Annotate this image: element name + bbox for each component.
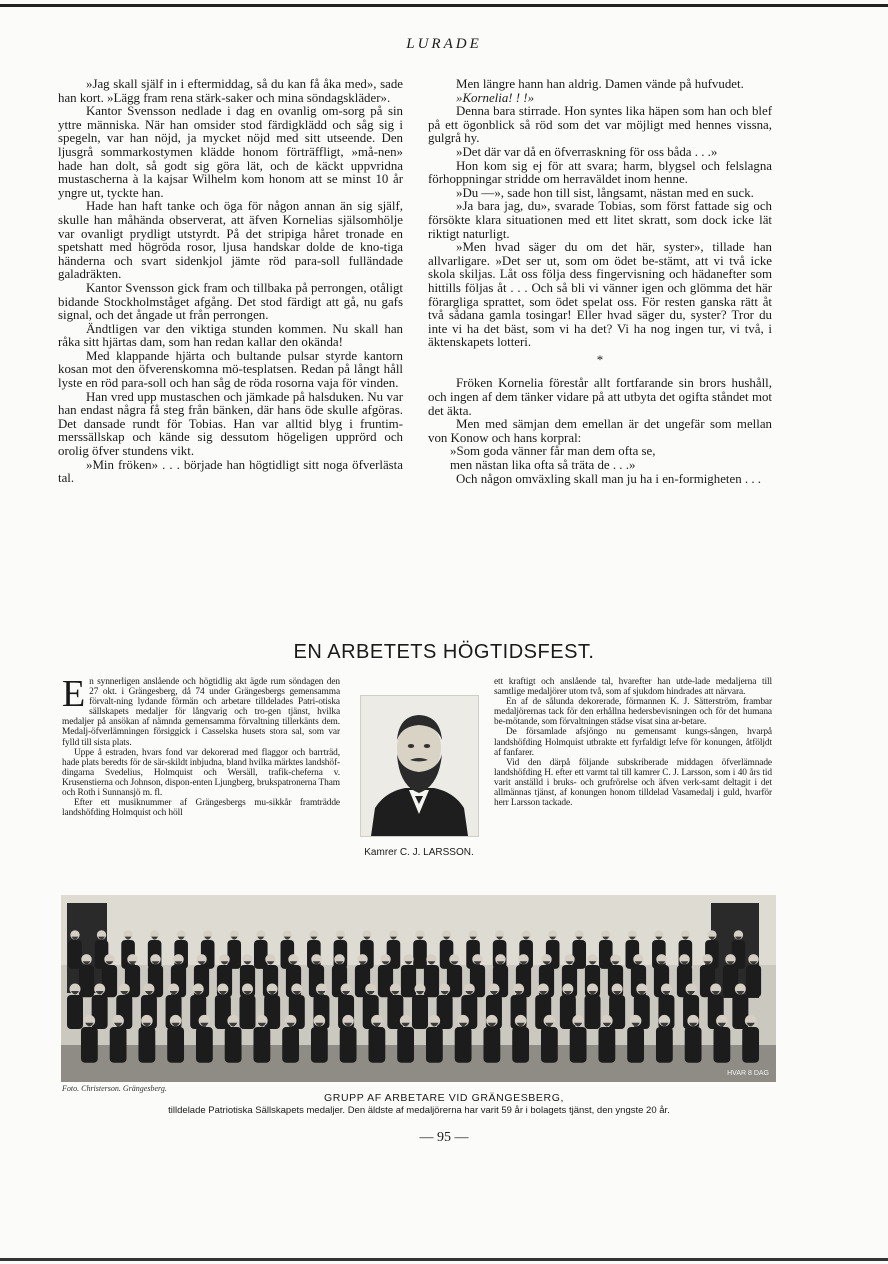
group-photo-illustration xyxy=(61,895,776,1082)
page-number: — 95 — xyxy=(419,1130,469,1145)
photo-caption-title: GRUPP AF ARBETARE VID GRÄNGESBERG, xyxy=(324,1092,564,1104)
article-paragraph: En af de sålunda dekorerade, förmannen K. J. Sätterström, frambar medaljörernas tack för den erhållna hedersbevisningen och för det humana be-mötande, som förvaltningen städse visat sina ar-betare. xyxy=(494,697,772,728)
article-paragraph: De församlade afsjöngo nu gemensamt kungs-sången, hvarpå landshöfding Holmquist utbrakte ett fyrfaldigt lefve för konungen, åtföljdt af fanfarer. xyxy=(494,727,772,758)
story-paragraph: Men längre hann han aldrig. Damen vände på hufvudet. xyxy=(456,77,744,91)
story-paragraph: Ändtligen var den viktiga stunden kommen. Nu skall han råka sitt hjärtas dam, som han redan kallar den okända! xyxy=(58,321,403,350)
story-paragraph: Och någon omväxling skall man ju ha i en-formigheten . . . xyxy=(456,471,762,486)
story-paragraph: »Du —», sade hon till sist, långsamt, nästan med en suck. xyxy=(456,185,754,200)
story-paragraph: Kantor Svensson gick fram och tillbaka på perrongen, otåligt bidande Stockholmståget afgång. Det stod färdigt att gå, nu gafs signal, och det ångade ut från perrongen. xyxy=(58,280,403,323)
article-right-column xyxy=(494,677,772,808)
story-paragraph: »Det där var då en öfverraskning för oss båda . . .» xyxy=(456,144,718,159)
story-left-column xyxy=(58,78,403,486)
top-rule xyxy=(0,4,888,7)
story-paragraph: Fröken Kornelia förestår allt fortfarande sin brors hushåll, och ingen af dem tänker vidare på att utbyta det ogifta ståndet mot det äkta. xyxy=(428,376,772,418)
story-paragraph: men nästan lika ofta så träta de . . .» xyxy=(450,458,636,473)
photo-credit: Foto. Christerson. Grängesberg. xyxy=(62,1084,167,1093)
story-paragraph: Hade han haft tanke och öga för någon annan än sig själf, skulle han måhända observerat, att äfven Kornelias själsomhölje var ovanligt prydligt utstyrdt. På det stripiga håret tronade en spetshatt med högröda rosor, ljusa handskar dolde de kno-tiga händerna och svart sidenkjol jämte röd para-soll fulländade galadräkten. xyxy=(58,199,403,282)
story-paragraph: »Min fröken» . . . började han högtidligt sitt noga öfverlästa tal. xyxy=(58,457,403,486)
story-paragraph: »Ja bara jag, du», svarade Tobias, som först fattade sig och försökte klara situationen med ett litet skratt, som dock icke lät riktigt naturligt. xyxy=(428,199,772,241)
story-paragraph: »Jag skall själf in i eftermiddag, så du kan få åka med», sade han kort. »Lägg fram rena stärk-saker och mina söndagskläder». xyxy=(58,77,403,105)
article-paragraph: Efter ett musiknummer af Grängesbergs mu-sikkår framträdde landshöfding Holmquist och höll xyxy=(62,798,340,819)
story-paragraph: Denna bara stirrade. Hon syntes lika häpen som han och blef på ett ögonblick så röd som det var möjligt med hennes vissna, gulgrå hy. xyxy=(428,104,772,146)
drop-cap: E xyxy=(62,673,86,715)
article-paragraph: Vid den därpå följande subskriberade middagen öfverlämnade landshöfding H. efter ett varmt tal till kamrer C. J. Larsson, som i 40 års tid varit anställd i bruks- och grufrörelse och äfven verk-samt deltagit i det allmännas tjänst, af konungen honom tilldelad Vasamedalj i guld, hvarför herr Larsson tackade. xyxy=(494,757,772,809)
article-paragraph: ett kraftigt och anslående tal, hvarefter han utde-lade medaljerna till samtlige medaljörer utom två, som af sjukdom hindrades att närvara. xyxy=(494,677,772,698)
story-paragraph: »Som goda vänner får man dem ofta se, xyxy=(450,444,656,459)
story-paragraph: Kantor Svensson nedlade i dag en ovanlig om-sorg på sin yttre människa. När han omsider stod färdigklädd och såg sig i spegeln, var han nöjd, ja mycket nöjd med sitt utseende. Den ljusgrå sommarkostymen klädde honom förträffligt, »må-nen» hade han dolt, så godt sig göra lät, och de käckt uppvridna mustascherna à la kajsar Wilhelm kom honom att se minst 10 år yngre ut, tyckte han. xyxy=(58,104,403,200)
article-paragraph: n synnerligen anslående och högtidlig akt ägde rum söndagen den 27 okt. i Grängesberg, då 74 under Grängesbergs gemensamma förvalt-ning lydande förmän och arbetare tilldelades Patri-otiska sällskapets medaljer för långvarig och tro-gen tjänst, hvilka medaljer på ansökan af nämnda gemensamma förvaltning tillerkänts dem. Medalj-öfverlämningen försiggick i Casselska husets stora sal, som var fylld till sista plats. xyxy=(62,677,340,748)
portrait-photo xyxy=(360,695,479,837)
article-title: EN ARBETETS HÖGTIDSFEST. xyxy=(293,641,595,663)
story-paragraph: Med klappande hjärta och bultande pulsar styrde kantorn kosan mot den öfverenskomna mö-tesplatsen. Redan på långt håll lyste en röd para-soll och han såg de röda rosorna vaja för vinden. xyxy=(58,348,403,391)
portrait-caption: Kamrer C. J. LARSSON. xyxy=(364,847,474,858)
section-separator: * xyxy=(596,352,604,367)
article-paragraph: Uppe å estraden, hvars fond var dekorerad med flaggor och barrträd, hade plats beredts för de sär-skildt inbjudna, bland hvilka märktes landshöf-dingarna Svedelius, Holmquist och Wersäll, trafik-cheferna v. Krusenstierna och Johnson, dispon-enten Ljungberg, brukspatronerna Tham och Roth i Sunnansjö m. fl. xyxy=(62,747,340,799)
story-right-column xyxy=(428,78,772,486)
story-paragraph: Hon kom sig ej för att svara; harm, blygsel och felslagna förhoppningar stridde om herraväldet inom henne. xyxy=(428,158,772,187)
story-paragraph: Men med sämjan dem emellan är det ungefär som mellan von Konow och hans korpral: xyxy=(428,417,772,445)
bottom-rule xyxy=(0,1258,888,1261)
story-paragraph: »Men hvad säger du om det här, syster», tillade han allvarligare. »Det ser ut, som om ödet be-stämt, att vi två icke skola skiljas. Låt oss följa dess fingervisning och hädanefter som hittills följas åt . . . Och så bli vi vänner igen och glömma det här förargliga sprattet, som ödet spelat oss. För resten ganska rätt åt två sådana gamla tosingar! Eller hvad säger du, syster? Tror du inte vi ha det bäst, som vi ha det? Vi ha nog ingen tur, vi två, i äktenskapets lotteri. xyxy=(428,240,772,350)
photo-caption-text: tilldelade Patriotiska Sällskapets medaljer. Den äldste af medaljörerna har varit 59 år i bolagets tjänst, den yngste 20 år. xyxy=(168,1105,670,1116)
article-left-column xyxy=(62,673,340,819)
group-photo xyxy=(61,895,776,1082)
story-paragraph: »Kornelia! ! !» xyxy=(456,90,535,105)
story-paragraph: Han vred upp mustaschen och jämkade på halsduken. Nu var han endast några få steg från bänken, där hans öde skulle afgöras. Det dansade rundt för Tobias. Han var alltid blyg i fruntim-merssällskap och kände sig dessutom högeligen upprörd och orolig öfver stundens vikt. xyxy=(58,389,403,459)
portrait-illustration xyxy=(361,696,478,836)
photo-watermark: HVAR 8 DAG xyxy=(727,1070,769,1077)
running-head: LURADE xyxy=(406,36,482,52)
